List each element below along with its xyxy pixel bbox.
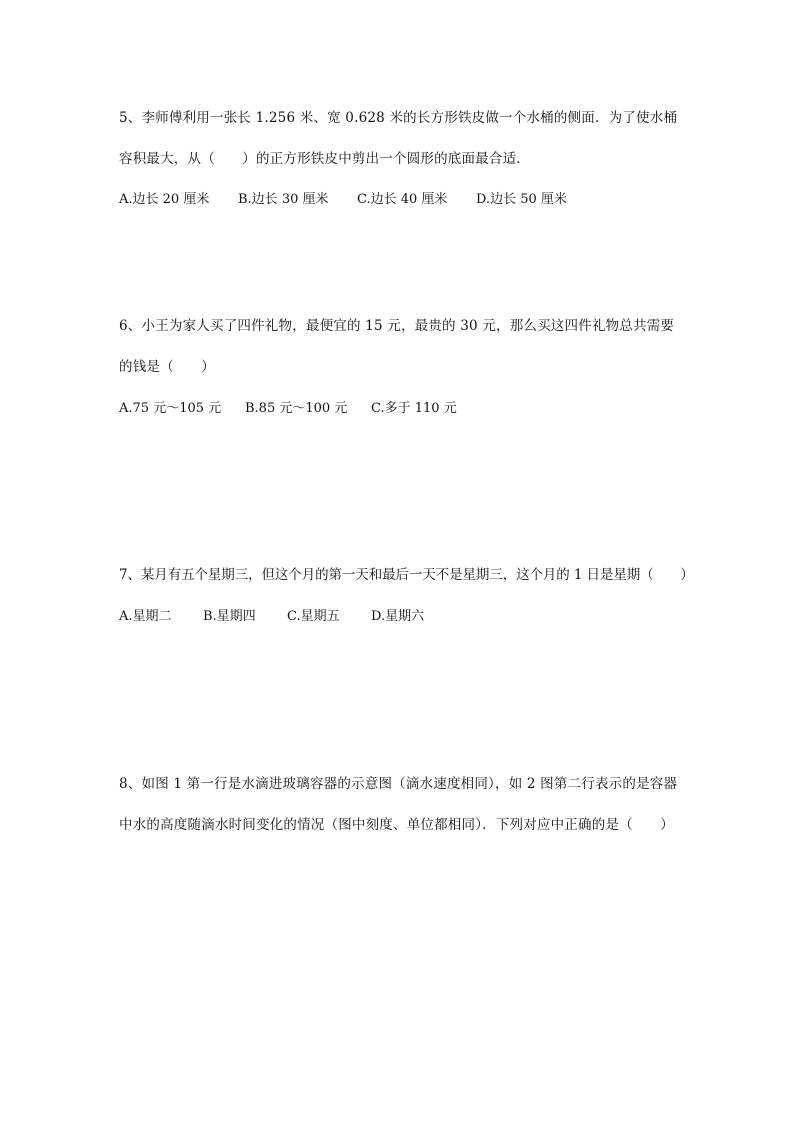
question-5-option-a: A.边长 20 厘米 xyxy=(119,192,210,207)
question-6-option-b: B.85 元～100 元 xyxy=(245,401,348,416)
question-5-text-line-2: 容积最大，从（ ）的正方形铁皮中剪出一个圆形的底面最合适． xyxy=(119,151,530,167)
question-8-text-line-1: 8、如图 1 第一行是水滴进玻璃容器的示意图（滴水速度相同），如 2 图第二行表示的是容器 xyxy=(119,776,678,792)
question-5-option-c: C.边长 40 厘米 xyxy=(357,192,448,207)
question-6-text-line-2: 的钱是（ ） xyxy=(119,359,215,375)
question-5-text-line-1: 5、李师傅利用一张长 1.256 米、宽 0.628 米的长方形铁皮做一个水桶的侧面．为了使水桶 xyxy=(119,110,678,126)
question-7-option-c: C.星期五 xyxy=(287,609,340,624)
question-5-option-d: D.边长 50 厘米 xyxy=(476,192,567,207)
question-8-text-line-2: 中水的高度随滴水时间变化的情况（图中刻度、单位都相同）．下列对应中正确的是（ ） xyxy=(119,817,674,833)
question-7-option-d: D.星期六 xyxy=(371,609,425,624)
question-5-option-b: B.边长 30 厘米 xyxy=(238,192,329,207)
question-7-option-a: A.星期二 xyxy=(119,609,172,624)
question-7-option-b: B.星期四 xyxy=(203,609,256,624)
question-6-text-line-1: 6、小王为家人买了四件礼物，最便宜的 15 元，最贵的 30 元，那么买这四件礼物总共需要 xyxy=(119,318,675,334)
question-7-text-line-1: 7、某月有五个星期三，但这个月的第一天和最后一天不是星期三，这个月的 1 日是星期（ ） xyxy=(119,567,694,583)
question-6-option-c: C.多于 110 元 xyxy=(371,401,457,416)
question-6-option-a: A.75 元～105 元 xyxy=(119,401,222,416)
